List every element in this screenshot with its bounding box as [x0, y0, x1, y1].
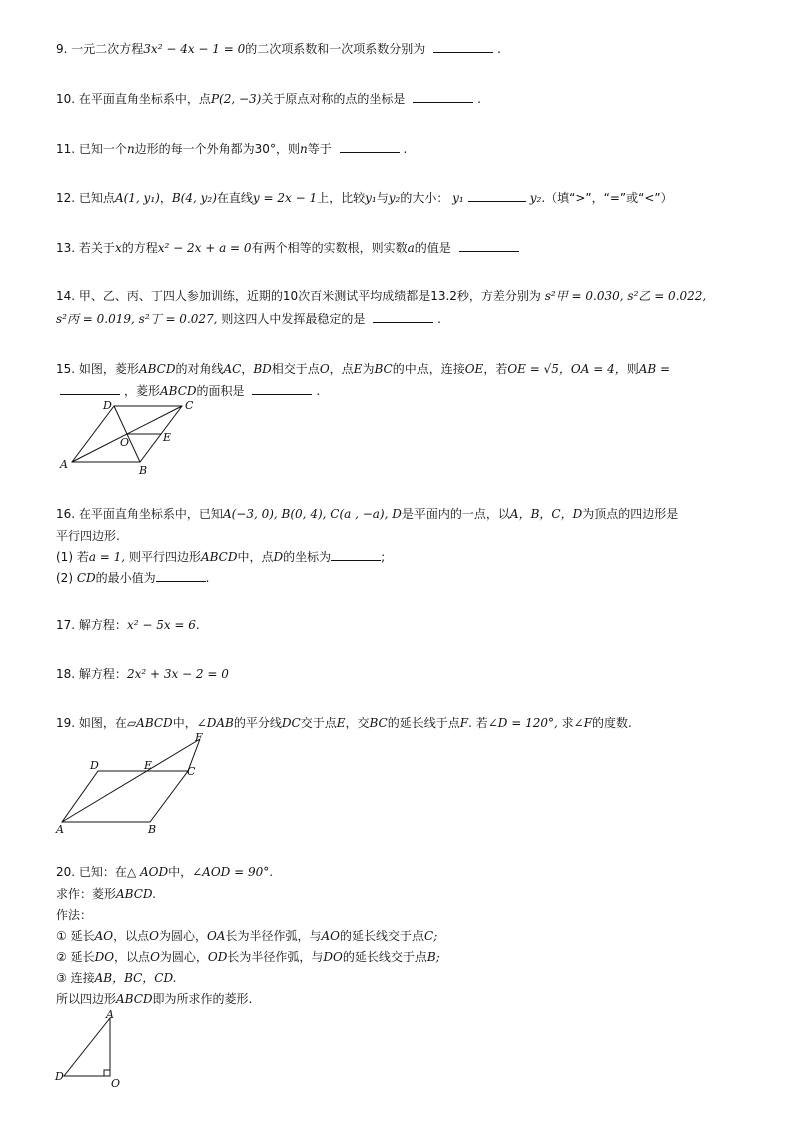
label-d: D — [103, 399, 112, 412]
question-15-line-2: ，菱形ABCD的面积是 . — [56, 381, 744, 401]
label-e: E — [144, 759, 153, 772]
equation: 3x² − 4x − 1 = 0 — [143, 42, 246, 56]
question-number: 17. — [56, 618, 76, 632]
point-p: P(2, −3) — [210, 92, 262, 106]
question-number: 12. — [56, 191, 76, 205]
question-14: 14. 甲、乙、丙、丁四人参加训练，近期的10次百米测试平均成绩都是13.2秒，方差分别为 s²甲 = 0.030, s²乙 = 0.022, — [56, 289, 707, 303]
label-d: D — [90, 759, 99, 772]
answer-blank[interactable] — [468, 189, 526, 202]
label-e: E — [163, 431, 172, 444]
question-15: 15. 如图，菱形ABCD的对角线AC，BD相交于点O，点E为BC的中点，连接OE，若OE = √5，OA = 4，则AB = — [56, 362, 671, 376]
triangle-aod — [64, 1018, 110, 1076]
question-14-line-2: s²丙 = 0.019, s²丁 = 0.027, 则这四人中发挥最稳定的是 . — [56, 312, 441, 326]
question-number: 19. — [56, 716, 76, 730]
label-f: F — [195, 733, 203, 744]
answer-blank[interactable] — [156, 569, 206, 582]
question-number: 9. — [56, 42, 68, 56]
right-triangle-figure — [52, 1008, 132, 1090]
label-o: O — [111, 1077, 121, 1090]
label-c: C — [187, 765, 196, 778]
question-16-part-2: (2) CD的最小值为 . — [56, 571, 210, 585]
answer-blank[interactable] — [340, 140, 400, 153]
answer-blank[interactable] — [252, 382, 312, 395]
answer-blank[interactable] — [331, 548, 381, 561]
question-number: 16. — [56, 507, 76, 521]
question-13: 13. 若关于x的方程x² − 2x + a = 0有两个相等的实数根，则实数a的值是 — [56, 238, 744, 258]
question-20-method-heading: 作法： — [56, 908, 93, 922]
question-17: 17. 解方程：x² − 5x = 6. — [56, 618, 200, 632]
question-20-step-1: ① 延长AO，以点O为圆心，OA长为半径作弧，与AO的延长线交于点C; — [56, 929, 438, 943]
parallelogram-figure — [52, 733, 212, 837]
answer-blank[interactable] — [459, 239, 519, 252]
question-20: 20. 已知：在△ AOD中，∠AOD = 90°. — [56, 865, 274, 879]
question-9: 9. 一元二次方程3x² − 4x − 1 = 0的二次项系数和一次项系数分别为 . — [56, 42, 501, 56]
question-number: 11. — [56, 142, 76, 156]
rhombus-figure — [58, 396, 208, 476]
question-number: 10. — [56, 92, 76, 106]
label-a: A — [60, 458, 68, 471]
question-10: 10. 在平面直角坐标系中，点P(2, −3)关于原点对称的点的坐标是 . — [56, 92, 481, 106]
question-number: 18. — [56, 667, 76, 681]
question-16: 16. 在平面直角坐标系中，已知A(−3, 0), B(0, 4), C(a , −a), D是平面内的一点，以A，B，C，D为顶点的四边形是 — [56, 507, 679, 521]
label-c: C — [185, 399, 194, 412]
question-18: 18. 解方程：2x² + 3x − 2 = 0 — [56, 667, 229, 681]
question-20-task: 求作：菱形ABCD. — [56, 887, 156, 901]
question-12: 12. 已知点A(1, y₁)，B(4, y₂)在直线y = 2x − 1上，比较y₁与y₂的大小： y₁ y₂.（填“>”，“=”或“<”） — [56, 191, 673, 205]
bisector-af — [62, 739, 200, 822]
question-19: 19. 如图，在▱ABCD中，∠DAB的平分线DC交于点E，交BC的延长线于点F. 若∠D = 120°, 求∠F的度数. — [56, 716, 632, 730]
right-angle-mark — [104, 1070, 110, 1076]
answer-blank[interactable] — [373, 310, 433, 323]
question-number: 14. — [56, 289, 76, 303]
question-20-step-3: ③ 连接AB，BC，CD. — [56, 971, 177, 985]
label-a: A — [56, 823, 64, 836]
question-11: 11. 已知一个n边形的每一个外角都为30°，则n等于 . — [56, 142, 408, 156]
label-b: B — [139, 464, 148, 476]
question-20-conclusion: 所以四边形ABCD即为所求作的菱形. — [56, 992, 253, 1006]
question-16-part-1: (1) 若a = 1, 则平行四边形ABCD中，点D的坐标为 ; — [56, 550, 386, 564]
answer-blank[interactable] — [413, 90, 473, 103]
label-o: O — [120, 436, 130, 449]
answer-blank[interactable] — [433, 40, 493, 53]
question-16-line-2: 平行四边形. — [56, 529, 120, 543]
label-a: A — [106, 1008, 114, 1021]
question-number: 20. — [56, 865, 76, 879]
question-number: 13. — [56, 241, 76, 255]
label-d: D — [55, 1070, 64, 1083]
label-b: B — [148, 823, 157, 836]
answer-blank[interactable] — [60, 382, 120, 395]
question-number: 15. — [56, 362, 76, 376]
parallelogram-outline — [62, 771, 188, 822]
question-20-step-2: ② 延长DO，以点O为圆心，OD长为半径作弧，与DO的延长线交于点B; — [56, 950, 440, 964]
